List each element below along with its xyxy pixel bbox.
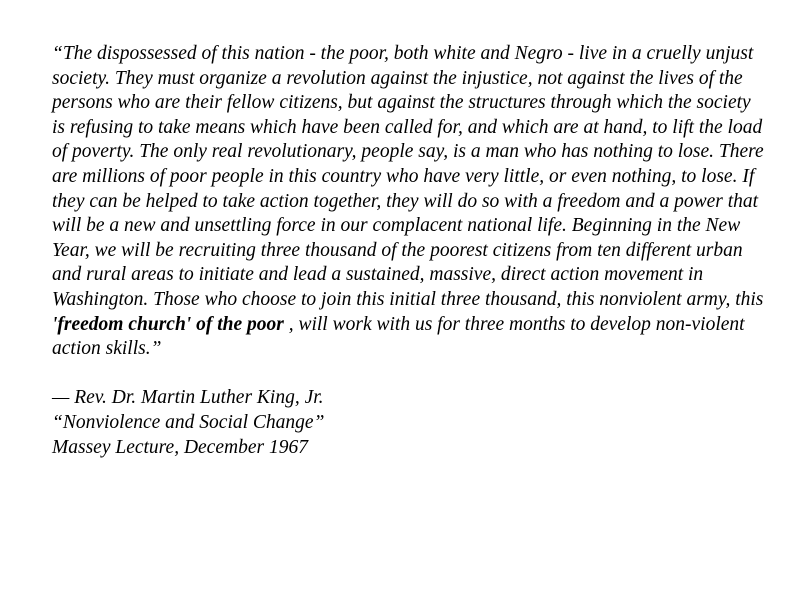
attribution-work: “Nonviolence and Social Change”	[52, 411, 325, 433]
quote-document	[52, 42, 764, 460]
attribution-author: — Rev. Dr. Martin Luther King, Jr.	[52, 387, 324, 409]
quote-bold-phrase: 'freedom church' of the poor	[52, 313, 284, 335]
attribution-block	[52, 386, 764, 460]
quote-text-after: , will work with us for three months to develop non-violent action skills.”	[52, 313, 745, 360]
quote-paragraph	[52, 42, 764, 362]
quote-text-before: “The dispossessed of this nation - the poor, both white and Negro - live in a cruelly unjust society. They must organize a revolution against the injustice, not against the lives of the persons who are their fellow citizens, but against the structures through which the society is refusing to take means which have been called for, and which are at hand, to lift the load of poverty. The only real revolutionary, people say, is a man who has nothing to lose. There are millions of poor people in this country who have very little, or even nothing, to lose. If they can be helped to take action together, they will do so with a freedom and a power that will be a new and unsettling force in our complacent national life. Beginning in the New Year, we will be recruiting three thousand of the poorest citizens from ten different urban and rural areas to initiate and lead a sustained, massive, direct action movement in Washington. Those who choose to join this initial three thousand, this nonviolent army, this	[52, 43, 764, 310]
attribution-event: Massey Lecture, December 1967	[52, 436, 308, 458]
